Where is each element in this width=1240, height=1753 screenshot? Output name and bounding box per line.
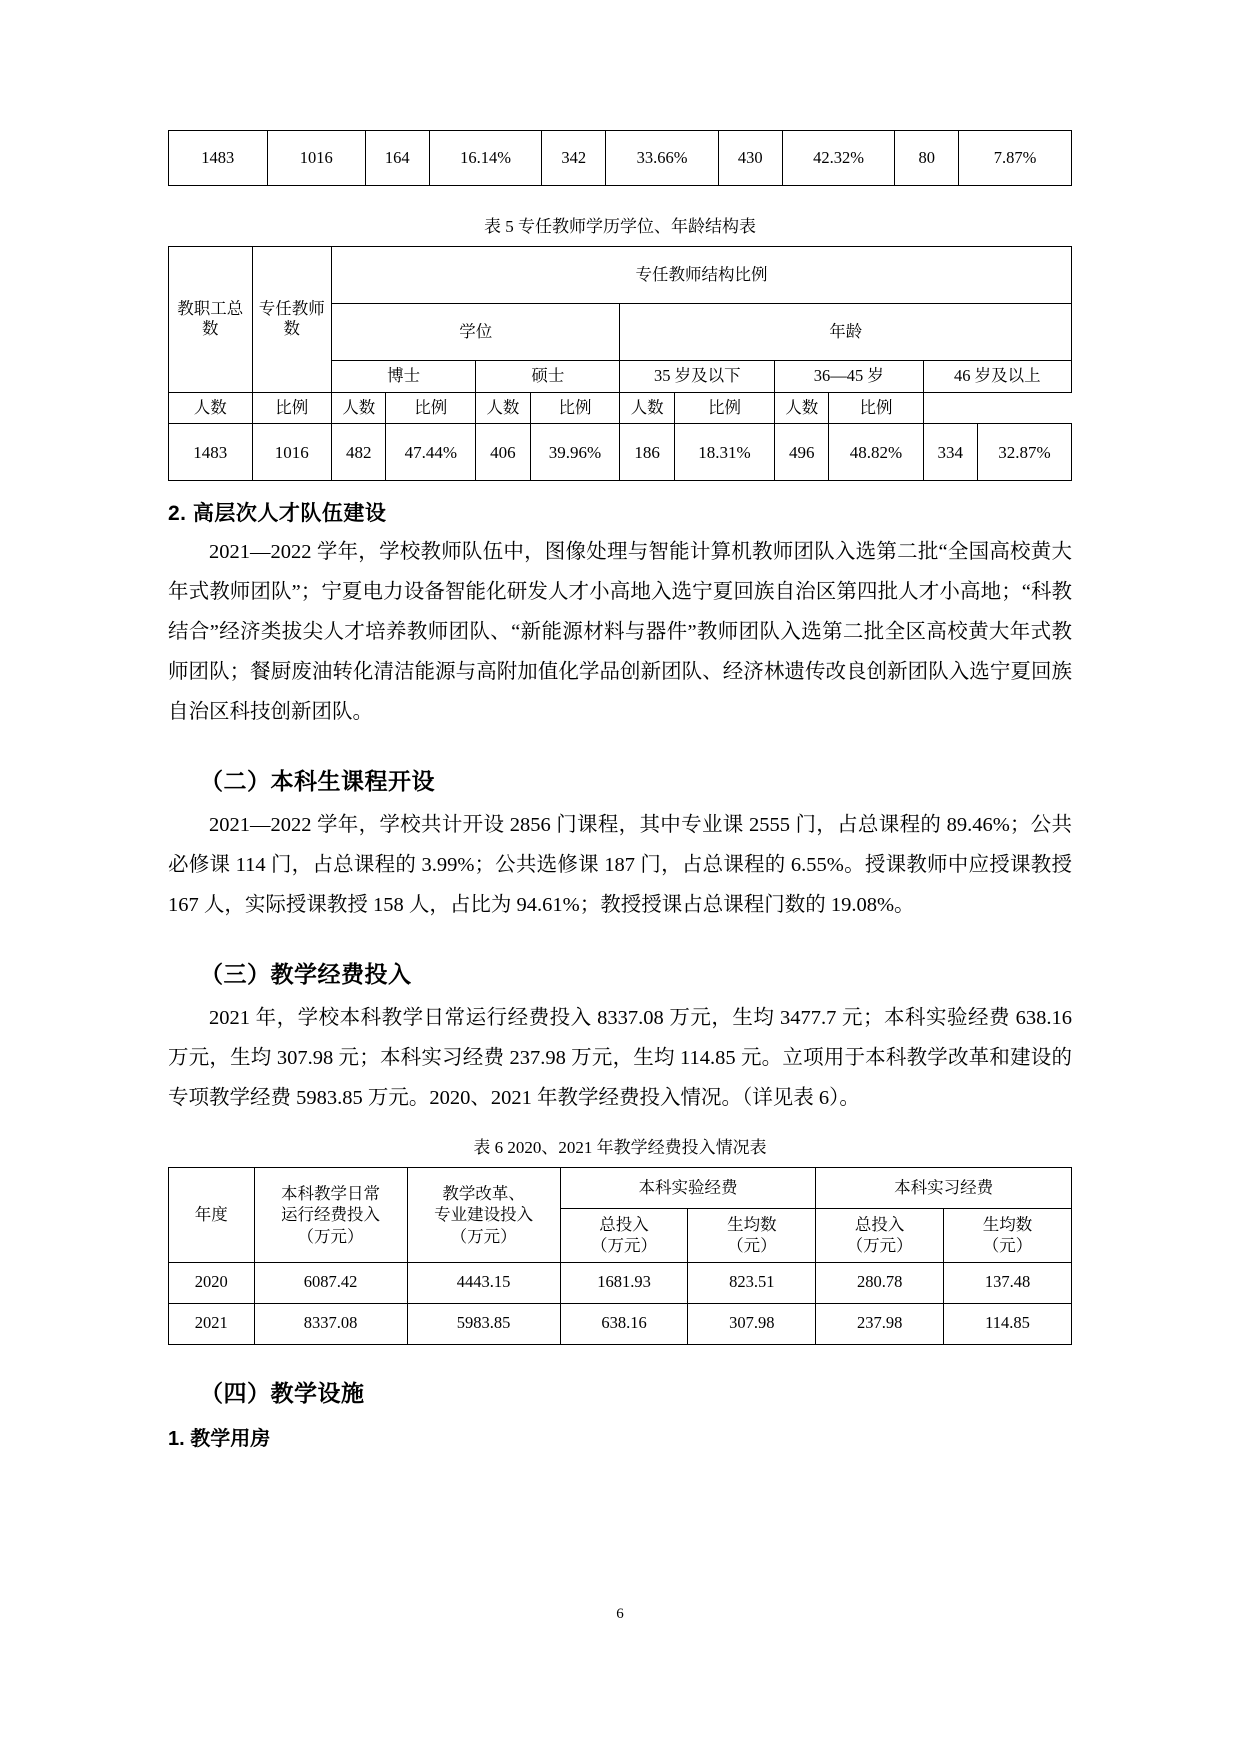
cell-reform: 5983.85 xyxy=(407,1303,560,1344)
cell: 482 xyxy=(332,424,386,481)
page-number: 6 xyxy=(616,1606,624,1622)
header-count: 人数 xyxy=(620,392,674,424)
header-age-36-45: 36—45 岁 xyxy=(775,361,923,393)
table-header-row xyxy=(169,1167,1072,1208)
header-ratio: 比例 xyxy=(829,392,923,424)
cell: 164 xyxy=(366,131,430,186)
header-line: （元） xyxy=(982,1236,1033,1256)
header-line: 教学改革、 xyxy=(442,1183,525,1203)
cell-exp-total: 638.16 xyxy=(560,1303,688,1344)
table-6 xyxy=(168,1167,1072,1345)
header-count: 人数 xyxy=(775,392,829,424)
cell-reform: 4443.15 xyxy=(407,1262,560,1303)
table-row xyxy=(169,1262,1072,1303)
cell: 334 xyxy=(923,424,977,481)
cell: 496 xyxy=(775,424,829,481)
cell: 47.44% xyxy=(386,424,476,481)
table-4-partial xyxy=(168,130,1072,186)
page-content xyxy=(168,130,1072,1457)
header-age: 年龄 xyxy=(620,304,1072,361)
cell: 80 xyxy=(895,131,959,186)
cell: 406 xyxy=(476,424,530,481)
header-line: （万元） xyxy=(450,1226,517,1246)
header-ratio: 比例 xyxy=(674,392,774,424)
header-experiment-funds: 本科实验经费 xyxy=(560,1167,816,1208)
cell-exp-total: 1681.93 xyxy=(560,1262,688,1303)
header-reform-funds xyxy=(407,1167,560,1262)
cell: 186 xyxy=(620,424,674,481)
cell-year: 2021 xyxy=(169,1303,255,1344)
header-line: （万元） xyxy=(297,1226,364,1246)
header-average xyxy=(688,1208,816,1262)
header-count: 人数 xyxy=(169,392,253,424)
header-practice-funds: 本科实习经费 xyxy=(816,1167,1072,1208)
header-line: （元） xyxy=(727,1236,777,1256)
cell: 18.31% xyxy=(674,424,774,481)
table-header-row xyxy=(169,392,1072,424)
header-line: 生均数 xyxy=(982,1214,1033,1234)
header-average xyxy=(944,1208,1072,1262)
table-row xyxy=(169,424,1072,481)
header-line: 生均数 xyxy=(727,1214,777,1234)
header-count: 人数 xyxy=(332,392,386,424)
paragraph-undergraduate-courses: 2021—2022 学年，学校共计开设 2856 门课程，其中专业课 2555 门，占总课程的 89.46%；公共必修课 114 门，占总课程的 3.99%；公共选修课 187 门，占总课程的 6.55%。授课教师中应授课教授 167 人，实际授课教授 158 人，占比为 94.61%；教授授课占总课程门数的 19.08%。 xyxy=(168,814,1072,917)
cell-pra-avg: 114.85 xyxy=(944,1303,1072,1344)
cell: 1483 xyxy=(169,131,268,186)
header-line: 本科教学日常 xyxy=(281,1183,381,1203)
header-ratio: 比例 xyxy=(386,392,476,424)
cell-daily: 8337.08 xyxy=(254,1303,407,1344)
cell: 342 xyxy=(542,131,606,186)
table-header-row xyxy=(169,247,1072,304)
header-line: 总投入 xyxy=(854,1214,905,1234)
cell: 33.66% xyxy=(606,131,719,186)
table-row xyxy=(169,131,1072,186)
header-line: 专业建设投入 xyxy=(434,1205,534,1225)
header-age-35: 35 岁及以下 xyxy=(620,361,775,393)
cell: 32.87% xyxy=(977,424,1071,481)
header-line: （万元） xyxy=(846,1236,913,1256)
heading-teaching-rooms: 1. 教学用房 xyxy=(168,1427,271,1450)
cell-exp-avg: 823.51 xyxy=(688,1262,816,1303)
cell-exp-avg: 307.98 xyxy=(688,1303,816,1344)
heading-teaching-facilities: （四）教学设施 xyxy=(200,1379,365,1406)
header-count: 人数 xyxy=(476,392,530,424)
cell: 1016 xyxy=(267,131,366,186)
header-line: 总投入 xyxy=(599,1214,649,1234)
cell: 48.82% xyxy=(829,424,923,481)
cell: 1483 xyxy=(169,424,253,481)
header-doctor: 博士 xyxy=(332,361,476,393)
cell: 1016 xyxy=(252,424,331,481)
cell: 16.14% xyxy=(429,131,542,186)
header-master: 硕士 xyxy=(476,361,620,393)
table-row xyxy=(169,1303,1072,1344)
header-fulltime-teachers: 专任教师数 xyxy=(252,247,331,393)
cell-pra-total: 280.78 xyxy=(816,1262,944,1303)
header-degree: 学位 xyxy=(332,304,620,361)
cell: 7.87% xyxy=(959,131,1072,186)
cell-pra-avg: 137.48 xyxy=(944,1262,1072,1303)
table-6-caption: 表 6 2020、2021 年教学经费投入情况表 xyxy=(473,1137,767,1157)
cell-year: 2020 xyxy=(169,1262,255,1303)
heading-talent-team: 2. 高层次人才队伍建设 xyxy=(168,502,387,526)
paragraph-talent-team: 2021—2022 学年，学校教师队伍中，图像处理与智能计算机教师团队入选第二批“全国高校黄大年式教师团队”；宁夏电力设备智能化研发人才小高地入选宁夏回族自治区第四批人才小高地；“科教结合”经济类拔尖人才培养教师团队、“新能源材料与器件”教师团队入选第二批全区高校黄大年式教师团队；餐厨废油转化清洁能源与高附加值化学品创新团队、经济林遗传改良创新团队入选宁夏回族自治区科技创新团队。 xyxy=(168,541,1072,724)
table-5 xyxy=(168,246,1072,481)
header-age-46: 46 岁及以上 xyxy=(923,361,1071,393)
header-daily-operating-funds xyxy=(254,1167,407,1262)
cell: 430 xyxy=(718,131,782,186)
cell-daily: 6087.42 xyxy=(254,1262,407,1303)
header-ratio: 比例 xyxy=(530,392,620,424)
header-year: 年度 xyxy=(169,1167,255,1262)
cell: 42.32% xyxy=(782,131,895,186)
header-line: 运行经费投入 xyxy=(281,1205,381,1225)
paragraph-teaching-funding: 2021 年，学校本科教学日常运行经费投入 8337.08 万元，生均 3477.7 元；本科实验经费 638.16 万元，生均 307.98 元；本科实习经费 237.98 万元，生均 114.85 元。立项用于本科教学改革和建设的专项教学经费 5983.85 万元。2020、2021 年教学经费投入情况。（详见表 6）。 xyxy=(168,1007,1072,1109)
header-structure-ratio: 专任教师结构比例 xyxy=(332,247,1072,304)
header-staff-total: 教职工总数 xyxy=(169,247,253,393)
cell: 39.96% xyxy=(530,424,620,481)
cell-pra-total: 237.98 xyxy=(816,1303,944,1344)
header-ratio: 比例 xyxy=(252,392,331,424)
table-5-caption: 表 5 专任教师学历学位、年龄结构表 xyxy=(484,217,756,236)
header-total-input xyxy=(816,1208,944,1262)
heading-teaching-funding: （三）教学经费投入 xyxy=(200,961,412,987)
header-total-input xyxy=(560,1208,688,1262)
heading-undergraduate-courses: （二）本科生课程开设 xyxy=(200,768,435,795)
header-line: （万元） xyxy=(591,1236,658,1256)
